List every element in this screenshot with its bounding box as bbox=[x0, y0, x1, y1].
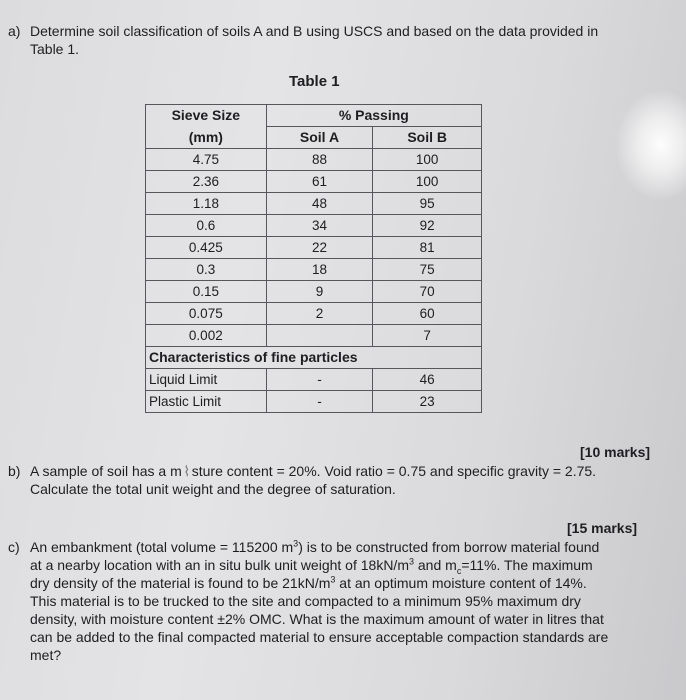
fines-header: Characteristics of fine particles bbox=[146, 347, 482, 369]
table-header-row-1 bbox=[146, 105, 482, 127]
soil-b-cell: 95 bbox=[373, 193, 482, 215]
sieve-cell: 2.36 bbox=[146, 171, 267, 193]
plastic-limit-row bbox=[146, 391, 482, 413]
table-row bbox=[146, 171, 482, 193]
soil-b-cell: 7 bbox=[373, 325, 482, 347]
question-b-text-line2: Calculate the total unit weight and the degree of saturation. bbox=[30, 481, 396, 497]
question-c-text: dry density of the material is found to be 21kN/m bbox=[30, 575, 331, 591]
question-b-text-pre: A sample of soil has a m bbox=[30, 463, 182, 479]
question-b-label: b) bbox=[8, 463, 21, 479]
table-row bbox=[146, 281, 482, 303]
liquid-limit-label: Liquid Limit bbox=[146, 369, 267, 391]
header-percent-passing: % Passing bbox=[266, 105, 481, 127]
question-a-text-line2: Table 1. bbox=[30, 41, 80, 57]
text-cursor-icon: ⌇ bbox=[183, 463, 191, 479]
sieve-table bbox=[145, 104, 482, 413]
sieve-cell: 1.18 bbox=[146, 193, 267, 215]
question-c-text: can be added to the final compacted material to ensure acceptable compaction standards are bbox=[30, 629, 609, 645]
table-row bbox=[146, 149, 482, 171]
plastic-limit-soil-a: - bbox=[266, 391, 373, 413]
plastic-limit-label: Plastic Limit bbox=[146, 391, 267, 413]
table-header-row-2 bbox=[146, 127, 482, 149]
soil-a-cell: 2 bbox=[266, 303, 373, 325]
photo-glare bbox=[616, 90, 686, 200]
header-sieve-unit: (mm) bbox=[146, 127, 267, 149]
soil-a-cell bbox=[266, 325, 373, 347]
sieve-cell: 0.425 bbox=[146, 237, 267, 259]
sieve-cell: 0.6 bbox=[146, 215, 267, 237]
question-c-text: density, with moisture content ±2% OMC. What is the maximum amount of water in litres that bbox=[30, 611, 604, 627]
question-b-text-post: sture content = 20%. Void ratio = 0.75 and specific gravity = 2.75. bbox=[191, 463, 597, 479]
soil-a-cell: 34 bbox=[266, 215, 373, 237]
question-c-text: This material is to be trucked to the site and compacted to a minimum 95% maximum dry bbox=[30, 593, 581, 609]
question-b bbox=[8, 462, 678, 498]
question-c-text: met? bbox=[30, 647, 62, 663]
sieve-cell: 0.002 bbox=[146, 325, 267, 347]
table-row bbox=[146, 259, 482, 281]
question-c-text: ) is to be constructed from borrow material found bbox=[298, 539, 600, 555]
plastic-limit-soil-b: 23 bbox=[373, 391, 482, 413]
soil-b-cell: 75 bbox=[373, 259, 482, 281]
sieve-cell: 0.3 bbox=[146, 259, 267, 281]
question-c-text: =11%. The maximum bbox=[461, 557, 593, 573]
superscript: 3 bbox=[330, 574, 336, 585]
liquid-limit-row bbox=[146, 369, 482, 391]
header-soil-b: Soil B bbox=[373, 127, 482, 149]
soil-b-cell: 92 bbox=[373, 215, 482, 237]
question-a-label: a) bbox=[8, 23, 21, 39]
table-row bbox=[146, 237, 482, 259]
soil-a-cell: 22 bbox=[266, 237, 373, 259]
superscript: 3 bbox=[293, 538, 299, 549]
soil-a-cell: 18 bbox=[266, 259, 373, 281]
soil-b-cell: 70 bbox=[373, 281, 482, 303]
fines-header-row bbox=[146, 347, 482, 369]
superscript: 3 bbox=[408, 556, 414, 567]
table-row bbox=[146, 325, 482, 347]
table-title: Table 1 bbox=[289, 73, 340, 90]
question-a-text-line1: Determine soil classification of soils A and B using USCS and based on the data provided in bbox=[30, 23, 599, 39]
question-c-text: at a nearby location with an in situ bulk unit weight of 18kN/m bbox=[30, 557, 409, 573]
question-c-text: and m bbox=[414, 557, 457, 573]
sieve-cell: 0.075 bbox=[146, 303, 267, 325]
sieve-cell: 4.75 bbox=[146, 149, 267, 171]
soil-b-cell: 81 bbox=[373, 237, 482, 259]
soil-b-cell: 100 bbox=[373, 149, 482, 171]
question-c-text: An embankment (total volume = 115200 m bbox=[30, 539, 294, 555]
header-soil-a: Soil A bbox=[266, 127, 373, 149]
liquid-limit-soil-a: - bbox=[266, 369, 373, 391]
question-c bbox=[8, 538, 660, 664]
soil-a-cell: 9 bbox=[266, 281, 373, 303]
soil-a-cell: 61 bbox=[266, 171, 373, 193]
question-c-text: at an optimum moisture content of 14%. bbox=[335, 575, 587, 591]
soil-a-cell: 88 bbox=[266, 149, 373, 171]
soil-a-cell: 48 bbox=[266, 193, 373, 215]
table-row bbox=[146, 193, 482, 215]
table-row bbox=[146, 215, 482, 237]
soil-b-cell: 100 bbox=[373, 171, 482, 193]
question-a bbox=[8, 22, 678, 58]
marks-a: [10 marks] bbox=[580, 444, 651, 460]
soil-b-cell: 60 bbox=[373, 303, 482, 325]
marks-b: [15 marks] bbox=[567, 520, 638, 536]
question-c-label: c) bbox=[8, 539, 20, 555]
table-row bbox=[146, 303, 482, 325]
sieve-cell: 0.15 bbox=[146, 281, 267, 303]
header-sieve-size: Sieve Size bbox=[146, 105, 267, 127]
subscript: c bbox=[456, 565, 462, 576]
liquid-limit-soil-b: 46 bbox=[373, 369, 482, 391]
